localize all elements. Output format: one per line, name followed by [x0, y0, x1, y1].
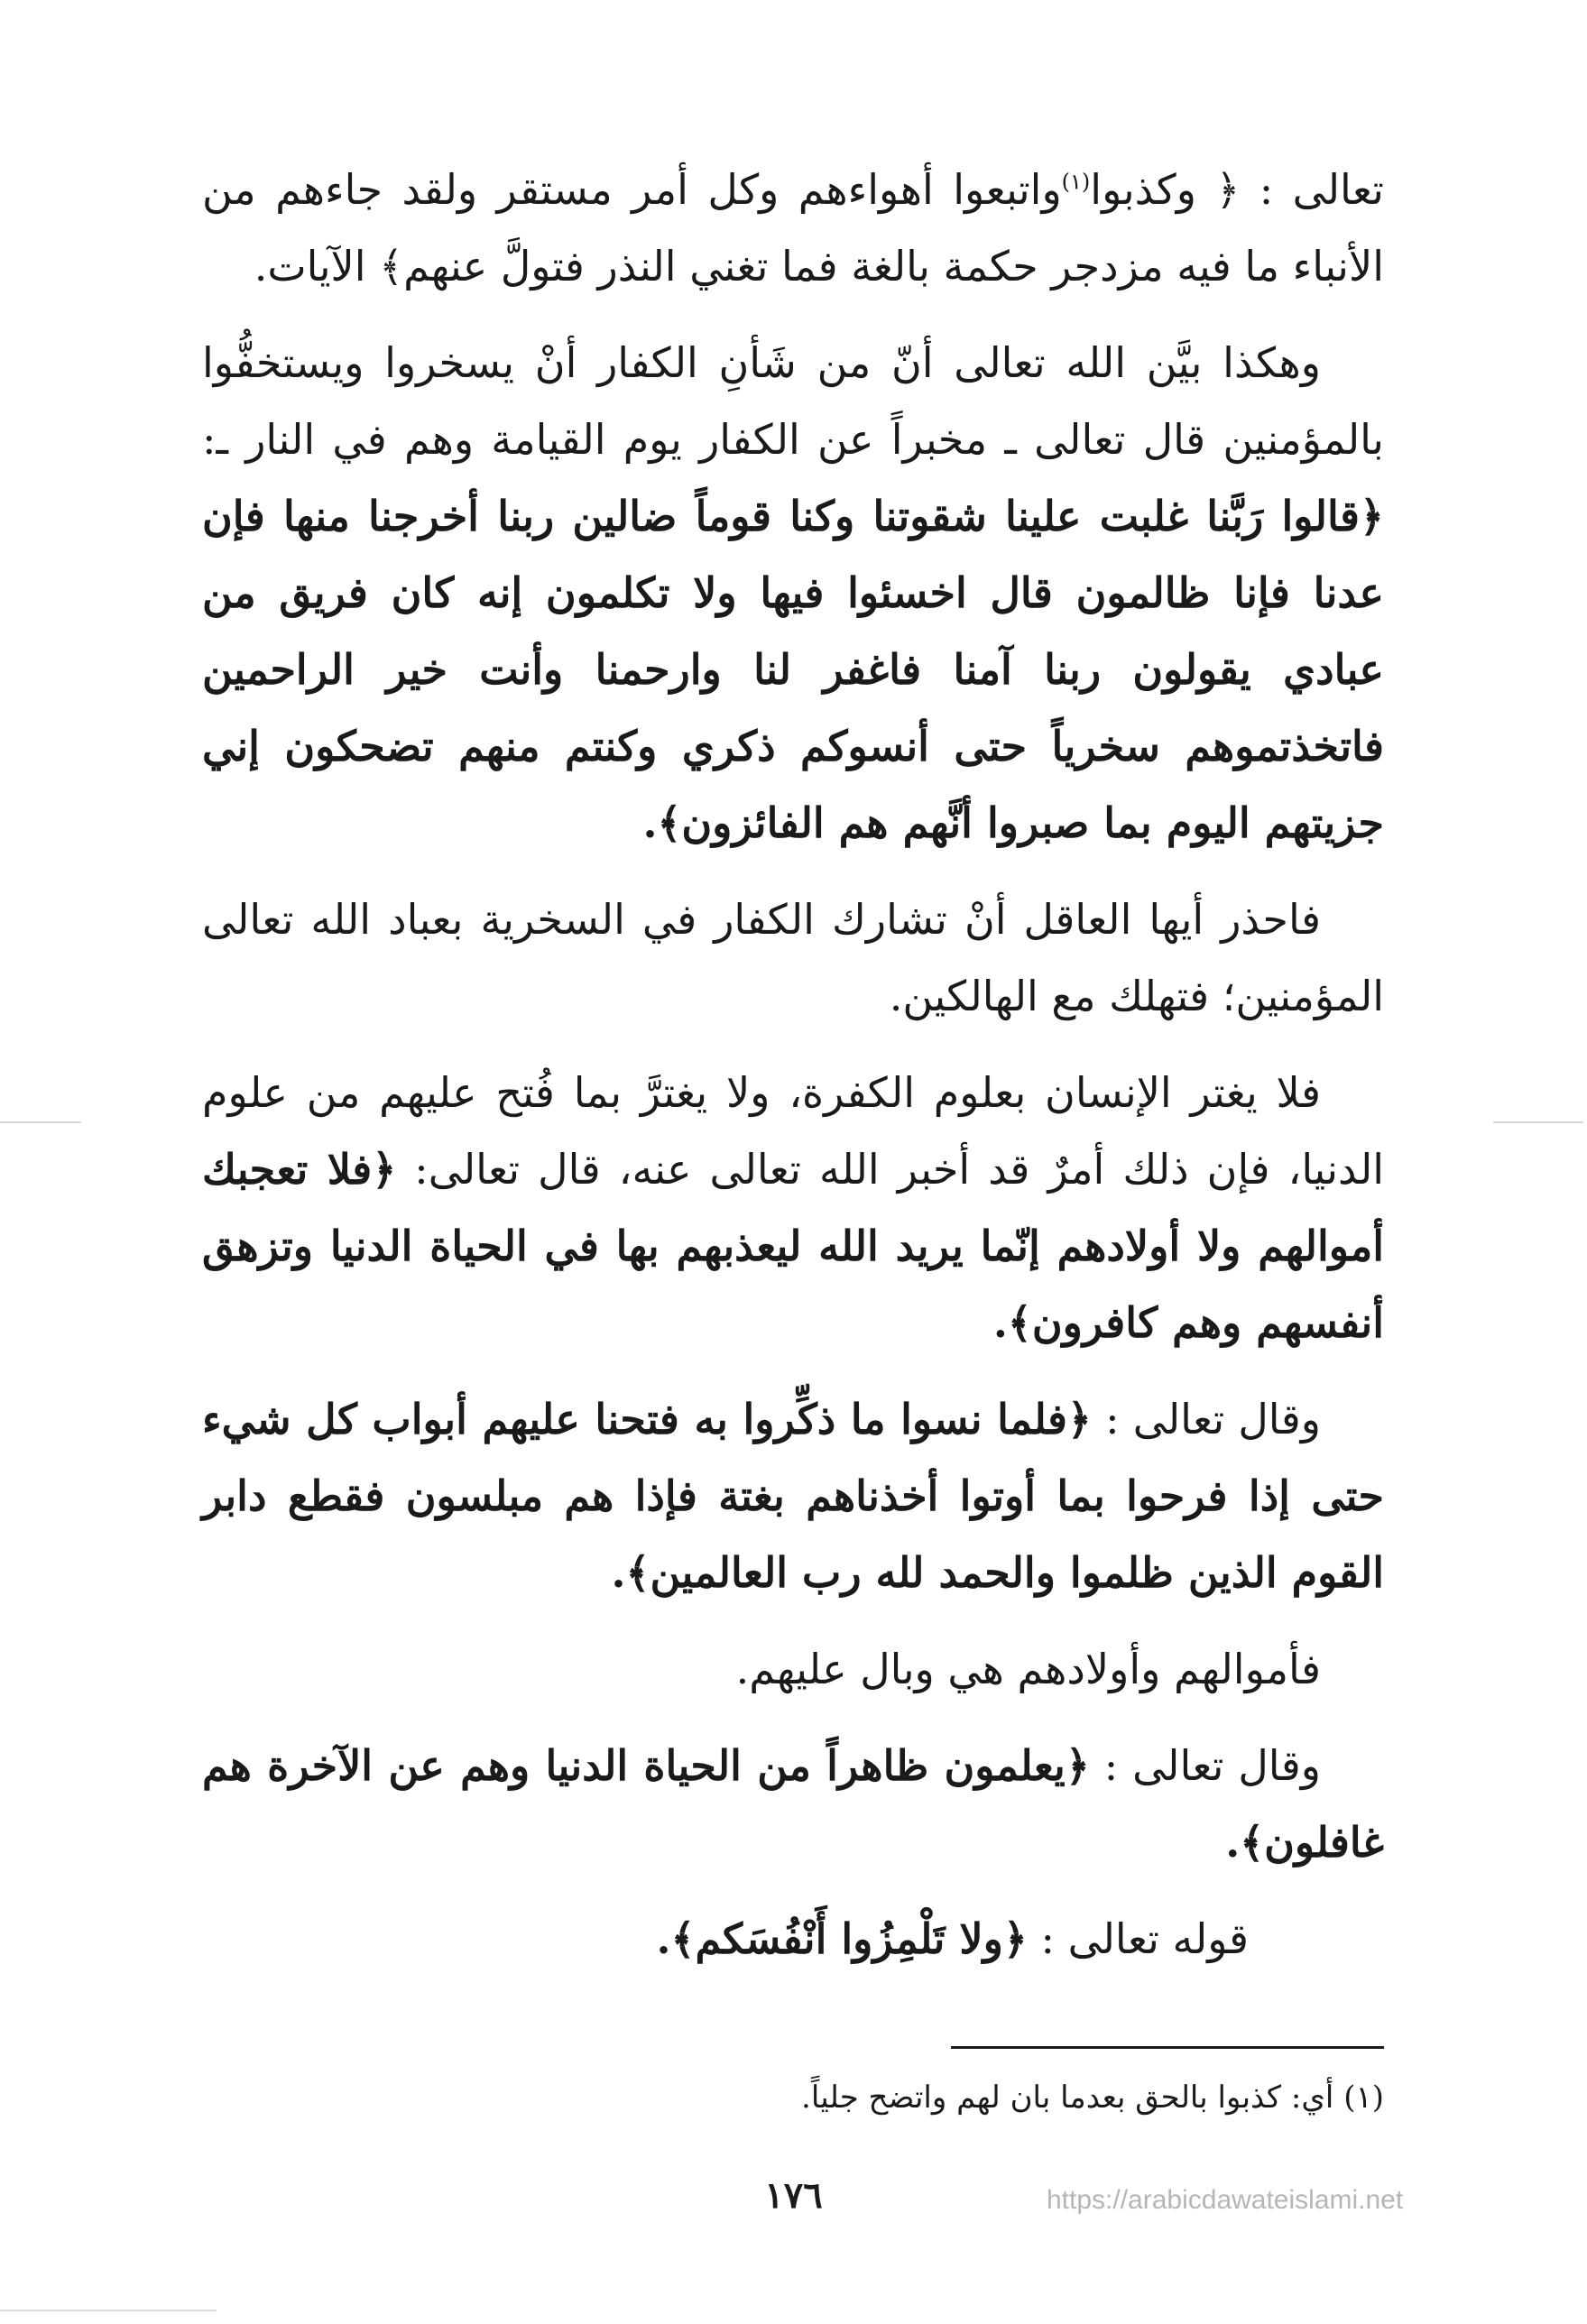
paragraph: [202, 881, 1384, 1035]
text-run: قوله تعالى :: [1027, 1914, 1249, 1963]
text-run: فاحذر أيها العاقل أنْ تشارك الكفار في السخرية بعباد الله تعالى المؤمنين؛ فتهلك مع الهالكين.: [202, 895, 1384, 1020]
paragraph: [202, 1631, 1384, 1708]
text-run: وقال تعالى :: [1091, 1395, 1321, 1443]
scan-speck: [1493, 1121, 1583, 1123]
section-heading: [202, 1901, 1384, 1978]
quran-verse: ﴿ولا تَلْمِزُوا أَنْفُسَكم﴾.: [656, 1914, 1028, 1963]
footnote: (١) أي: كذبوا بالحق بعدما بان لهم واتضح جلياً.: [801, 2080, 1384, 2116]
text-run: وهكذا بيَّن الله تعالى أنّ من شَأنِ الكفار أنْ يسخروا ويستخفُّوا بالمؤمنين قال تعالى ـ مخبراً عن الكفار يوم القيامة وهم في النار ـ:: [202, 338, 1384, 464]
text-run: واتبعوا أهواءهم وكل أمر مستقر ولقد جاءهم من الأنباء ما فيه مزدجر حكمة بالغة فما تغني النذر فتولَّ عنهم﴾ الآيات.: [202, 165, 1384, 290]
page-number: ١٧٦: [764, 2174, 823, 2217]
paragraph: [202, 325, 1384, 862]
scan-speck: [0, 2310, 217, 2311]
paragraph: [202, 1381, 1384, 1611]
footnote-separator: [951, 2046, 1384, 2049]
text-run: تعالى :: [1240, 165, 1384, 214]
quran-verse: ﴿قالوا رَبَّنا غلبت علينا شقوتنا وكنا قوماً ضالين ربنا أخرجنا منها فإن عدنا فإنا ظالمون قال اخسئوا فيها ولا تكلمون إنه كان فريق من عبادي يقولون ربنا آمنا فاغفر لنا وارحمنا وأنت خير الراحمين فاتخذتموهم سخرياً حتى أنسوكم ذكري وكنتم منهم تضحكون إني جزيتهم اليوم بما صبروا أنَّهم هم الفائزون﴾.: [202, 492, 1384, 847]
main-text: [202, 152, 1384, 1997]
footnote-marker: (١): [1061, 169, 1091, 195]
text-run: وقال تعالى :: [1089, 1741, 1321, 1790]
quran-verse: ﴿فلما نسوا ما ذكِّروا به فتحنا عليهم أبواب كل شيء حتى إذا فرحوا بما أوتوا أخذناهم بغتة فإذا هم مبلسون فقطع دابر القوم الذين ظلموا والحمد لله رب العالمين﴾.: [202, 1395, 1384, 1597]
paragraph: [202, 1728, 1384, 1881]
quran-verse: ﴿فلا تعجبك أموالهم ولا أولادهم إنّما يريد الله ليعذبهم بها في الحياة الدنيا وتزهق أنفسهم وهم كافرون﴾.: [202, 1145, 1384, 1347]
scan-speck: [0, 1121, 81, 1123]
quran-verse: ﴿يعلمون ظاهراً من الحياة الدنيا وهم عن الآخرة هم غافلون﴾.: [202, 1741, 1384, 1867]
text-run: فأموالهم وأولادهم هي وبال عليهم.: [735, 1645, 1321, 1693]
paragraph: [202, 152, 1384, 305]
watermark-url: https://arabicdawateislami.net: [1047, 2185, 1404, 2215]
paragraph: [202, 1055, 1384, 1361]
text-run: ﴿ وكذبوا: [1090, 165, 1241, 214]
text-run: فلا يغتر الإنسان بعلوم الكفرة، ولا يغترَّ بما فُتح عليهم من علوم الدنيا، فإن ذلك أمرٌ قد أخبر الله تعالى عنه، قال تعالى:: [202, 1068, 1384, 1194]
